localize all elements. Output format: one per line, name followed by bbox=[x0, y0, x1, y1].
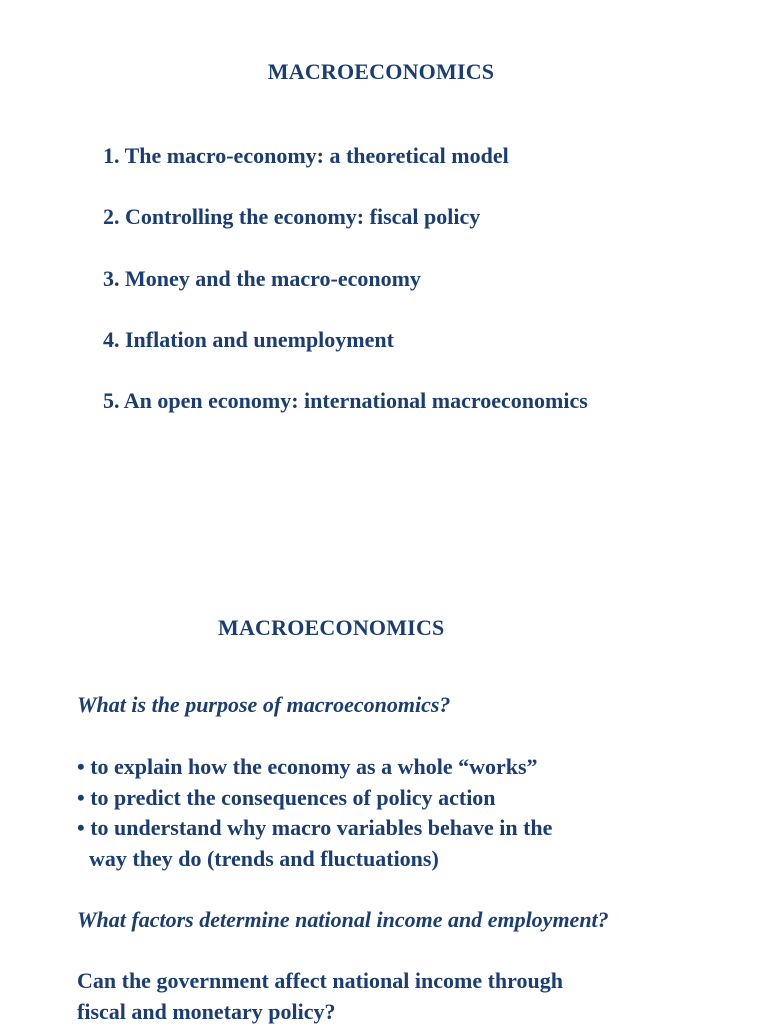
topic-item: 5. An open economy: international macroeconomics bbox=[103, 387, 588, 415]
topic-list bbox=[103, 142, 588, 448]
purpose-bullet-list bbox=[77, 752, 757, 874]
bullet-text: • to predict the consequences of policy action bbox=[77, 785, 496, 810]
bullet-text: • to understand why macro variables behave in the bbox=[77, 815, 552, 840]
factors-question: What factors determine national income and employment? bbox=[77, 905, 757, 935]
bullet-item bbox=[77, 813, 757, 874]
topic-item: 3. Money and the macro-economy bbox=[103, 265, 588, 293]
topic-item: 4. Inflation and unemployment bbox=[103, 326, 588, 354]
government-question-line1: Can the government affect national income through bbox=[77, 966, 757, 997]
government-question-line2: fiscal and monetary policy? bbox=[77, 997, 757, 1027]
purpose-question: What is the purpose of macroeconomics? bbox=[77, 690, 757, 720]
bullet-item bbox=[77, 752, 757, 783]
slide2-title: MACROECONOMICS bbox=[218, 614, 444, 642]
topic-item: 2. Controlling the economy: fiscal policy bbox=[103, 203, 588, 231]
topic-item: 1. The macro-economy: a theoretical model bbox=[103, 142, 588, 170]
bullet-text: • to explain how the economy as a whole “works” bbox=[77, 754, 538, 779]
bullet-text-continuation: way they do (trends and fluctuations) bbox=[77, 844, 757, 875]
slide2-body bbox=[77, 690, 757, 1027]
slide1-title: MACROECONOMICS bbox=[0, 58, 762, 86]
bullet-item bbox=[77, 783, 757, 814]
